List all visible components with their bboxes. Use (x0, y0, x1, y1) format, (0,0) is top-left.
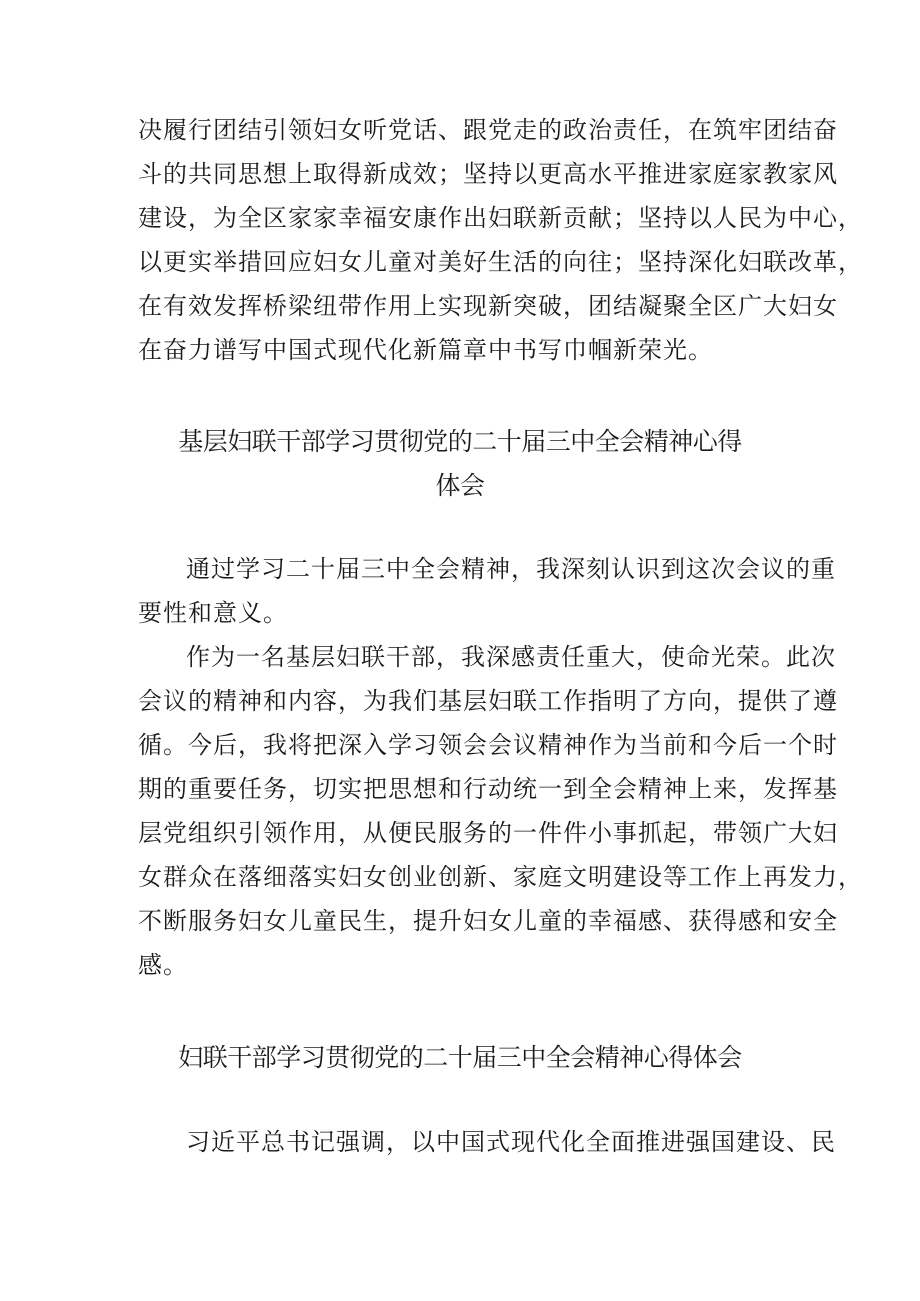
paragraph-line: 习近平总书记强调，以中国式现代化全面推进强国建设、民 (186, 1128, 836, 1156)
paragraph-line: 在有效发挥桥梁纽带作用上实现新突破，团结凝聚全区广大妇女 (138, 292, 838, 320)
section-title: 基层妇联干部学习贯彻党的二十届三中全会精神心得 (178, 427, 742, 456)
paragraph-line: 要性和意义。 (138, 599, 288, 627)
paragraph-line: 建设，为全区家家幸福安康作出妇联新贡献；坚持以人民为中心， (138, 204, 863, 232)
paragraph-line: 在奋力谱写中国式现代化新篇章中书写巾帼新荣光。 (138, 336, 713, 364)
paragraph-line: 循。今后，我将把深入学习领会会议精神作为当前和今后一个时 (138, 731, 838, 759)
paragraph-line: 不断服务妇女儿童民生，提升妇女儿童的幸福感、获得感和安全 (138, 907, 838, 935)
paragraph-line: 感。 (138, 951, 188, 979)
paragraph-line: 作为一名基层妇联干部，我深感责任重大，使命光荣。此次 (186, 643, 836, 671)
paragraph-line: 女群众在落细落实妇女创业创新、家庭文明建设等工作上再发力， (138, 863, 863, 891)
paragraph-line: 通过学习二十届三中全会精神，我深刻认识到这次会议的重 (186, 555, 836, 583)
paragraph-line: 层党组织引领作用，从便民服务的一件件小事抓起，带领广大妇 (138, 819, 838, 847)
paragraph-line: 以更实举措回应妇女儿童对美好生活的向往；坚持深化妇联改革， (138, 248, 863, 276)
paragraph-line: 决履行团结引领妇女听党话、跟党走的政治责任，在筑牢团结奋 (138, 116, 838, 144)
paragraph-line: 会议的精神和内容，为我们基层妇联工作指明了方向，提供了遵 (138, 687, 838, 715)
section-title-continuation: 体会 (435, 471, 485, 500)
paragraph-line: 斗的共同思想上取得新成效；坚持以更高水平推进家庭家教家风 (138, 160, 838, 188)
section-title: 妇联干部学习贯彻党的二十届三中全会精神心得体会 (178, 1043, 742, 1072)
paragraph-line: 期的重要任务，切实把思想和行动统一到全会精神上来，发挥基 (138, 775, 838, 803)
